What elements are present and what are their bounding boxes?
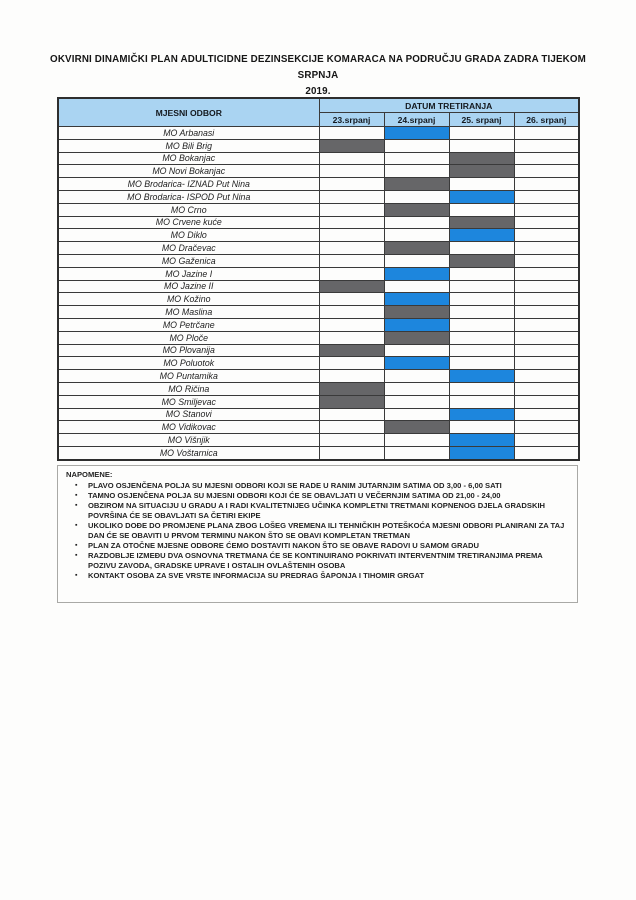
table-row [58, 280, 579, 293]
document-title-line1: OKVIRNI DINAMIČKI PLAN ADULTICIDNE DEZINSEKCIJE KOMARACA NA PODRUČJU GRADA ZADRA TIJEKOM SRPNJA [50, 54, 586, 81]
treatment-cell-empty [449, 318, 514, 331]
treatment-cell-empty [384, 165, 449, 178]
treatment-cell-empty [514, 344, 579, 357]
treatment-cell-empty [449, 127, 514, 140]
treatment-cell-empty [514, 152, 579, 165]
treatment-cell-blue [449, 446, 514, 459]
treatment-cell-dark [384, 178, 449, 191]
table-row [58, 165, 579, 178]
treatment-cell-empty [319, 408, 384, 421]
column-header-datum-tretiranja: DATUM TRETIRANJA [319, 98, 579, 113]
treatment-cell-empty [319, 421, 384, 434]
treatment-cell-dark [319, 280, 384, 293]
treatment-cell-empty [319, 229, 384, 242]
district-name: MO Puntamika [58, 370, 319, 383]
treatment-cell-blue [449, 190, 514, 203]
treatment-cell-empty [319, 216, 384, 229]
table-row [58, 344, 579, 357]
treatment-cell-empty [514, 395, 579, 408]
treatment-cell-empty [449, 267, 514, 280]
notes-section [57, 465, 578, 603]
table-row [58, 370, 579, 383]
treatment-cell-empty [449, 139, 514, 152]
district-name: MO Poluotok [58, 357, 319, 370]
table-row [58, 421, 579, 434]
treatment-cell-dark [384, 421, 449, 434]
treatment-cell-empty [514, 203, 579, 216]
district-name: MO Brodarica- IZNAD Put Nina [58, 178, 319, 191]
date-column-header-23: 23.srpanj [319, 113, 384, 127]
treatment-cell-empty [449, 242, 514, 255]
treatment-cell-empty [319, 318, 384, 331]
district-name: MO Crno [58, 203, 319, 216]
note-item: ▪ UKOLIKO DOĐE DO PROMJENE PLANA ZBOG LOŠEG VREMENA ILI TEHNIČKIH POTEŠKOĆA MJESNI ODBORI PLANIRANI ZA TAJ DAN ĆE SE OBAVITI U PRVOM TERMINU NAKON ŠTO SE OBAVI KOMPLETAN TRETMAN [88, 521, 569, 540]
table-row [58, 229, 579, 242]
district-name: MO Bili Brig [58, 139, 319, 152]
treatment-cell-empty [319, 446, 384, 459]
note-item: ▪ KONTAKT OSOBA ZA SVE VRSTE INFORMACIJA SU PREDRAG ŠAPONJA I TIHOMIR GRGAT [88, 571, 569, 581]
treatment-cell-blue [384, 127, 449, 140]
table-row [58, 127, 579, 140]
treatment-cell-empty [449, 382, 514, 395]
district-name: MO Gaženica [58, 254, 319, 267]
treatment-cell-empty [384, 280, 449, 293]
treatment-cell-empty [319, 203, 384, 216]
district-name: MO Stanovi [58, 408, 319, 421]
treatment-cell-empty [384, 190, 449, 203]
treatment-cell-empty [449, 178, 514, 191]
district-name: MO Jazine I [58, 267, 319, 280]
treatment-cell-blue [384, 318, 449, 331]
treatment-cell-empty [319, 434, 384, 447]
treatment-cell-empty [319, 190, 384, 203]
document-title [40, 52, 596, 100]
treatment-cell-empty [319, 165, 384, 178]
note-item: ▪ PLAVO OSJENČENA POLJA SU MJESNI ODBORI KOJI SE RADE U RANIM JUTARNJIM SATIMA OD 3,00 - 6,00 SATI [88, 481, 569, 491]
note-item: ▪ TAMNO OSJENČENA POLJA SU MJESNI ODBORI KOJI ĆE SE OBAVLJATI U VEČERNJIM SATIMA OD 21,00 - 24,00 [88, 491, 569, 501]
note-item: ▪ OBZIROM NA SITUACIJU U GRADU A I RADI KVALITETNIJEG UČINKA KOMPLETNI TRETMANI KOPNENOG DJELA GRADSKIH POVRŠINA ĆE SE OBAVLJATI SA ČETIRI EKIPE [88, 501, 569, 520]
treatment-cell-empty [384, 382, 449, 395]
treatment-cell-empty [384, 370, 449, 383]
treatment-cell-empty [449, 280, 514, 293]
column-header-mjesni-odbor: MJESNI ODBOR [58, 98, 319, 127]
notes-list [66, 481, 569, 581]
district-name: MO Dračevac [58, 242, 319, 255]
treatment-cell-empty [384, 446, 449, 459]
table-row [58, 293, 579, 306]
treatment-cell-empty [514, 357, 579, 370]
district-name: MO Smiljevac [58, 395, 319, 408]
treatment-cell-empty [514, 434, 579, 447]
table-row [58, 139, 579, 152]
treatment-cell-empty [514, 306, 579, 319]
treatment-cell-empty [384, 434, 449, 447]
treatment-cell-empty [514, 139, 579, 152]
table-row [58, 446, 579, 459]
treatment-cell-empty [514, 370, 579, 383]
date-column-header-26: 26. srpanj [514, 113, 579, 127]
treatment-cell-empty [514, 178, 579, 191]
treatment-cell-empty [319, 370, 384, 383]
district-name: MO Bokanjac [58, 152, 319, 165]
treatment-cell-empty [384, 408, 449, 421]
treatment-cell-empty [319, 254, 384, 267]
treatment-cell-empty [449, 203, 514, 216]
treatment-cell-empty [514, 446, 579, 459]
treatment-schedule [57, 97, 578, 461]
treatment-schedule-table [57, 97, 580, 461]
district-name: MO Višnjik [58, 434, 319, 447]
treatment-cell-dark [319, 382, 384, 395]
treatment-cell-empty [514, 229, 579, 242]
treatment-cell-empty [514, 165, 579, 178]
treatment-cell-empty [514, 382, 579, 395]
table-row [58, 242, 579, 255]
date-column-header-25: 25. srpanj [449, 113, 514, 127]
treatment-cell-empty [514, 216, 579, 229]
treatment-cell-empty [449, 421, 514, 434]
treatment-cell-empty [514, 318, 579, 331]
treatment-cell-dark [449, 254, 514, 267]
treatment-cell-empty [319, 306, 384, 319]
district-name: MO Vidikovac [58, 421, 319, 434]
district-name: MO Arbanasi [58, 127, 319, 140]
table-row [58, 267, 579, 280]
treatment-cell-empty [384, 395, 449, 408]
treatment-cell-dark [319, 395, 384, 408]
treatment-cell-dark [449, 165, 514, 178]
treatment-cell-empty [384, 216, 449, 229]
table-row [58, 152, 579, 165]
treatment-cell-empty [319, 293, 384, 306]
treatment-cell-empty [449, 306, 514, 319]
treatment-cell-dark [319, 139, 384, 152]
treatment-cell-empty [384, 344, 449, 357]
treatment-table-body [58, 127, 579, 460]
treatment-cell-empty [449, 357, 514, 370]
treatment-cell-empty [319, 127, 384, 140]
treatment-cell-empty [514, 408, 579, 421]
treatment-cell-empty [384, 229, 449, 242]
table-row [58, 408, 579, 421]
treatment-cell-empty [319, 178, 384, 191]
district-name: MO Diklo [58, 229, 319, 242]
table-row [58, 318, 579, 331]
district-name: MO Ploče [58, 331, 319, 344]
district-name: MO Brodarica- ISPOD Put Nina [58, 190, 319, 203]
treatment-cell-empty [449, 395, 514, 408]
date-column-header-24: 24.srpanj [384, 113, 449, 127]
treatment-cell-blue [384, 357, 449, 370]
district-name: MO Novi Bokanjac [58, 165, 319, 178]
treatment-cell-empty [514, 280, 579, 293]
district-name: MO Maslina [58, 306, 319, 319]
treatment-cell-dark [384, 331, 449, 344]
treatment-cell-empty [449, 293, 514, 306]
treatment-cell-dark [449, 152, 514, 165]
treatment-cell-empty [514, 421, 579, 434]
treatment-cell-empty [319, 267, 384, 280]
table-header [58, 98, 579, 127]
treatment-cell-empty [514, 331, 579, 344]
treatment-cell-empty [514, 254, 579, 267]
district-name: MO Crvene kuće [58, 216, 319, 229]
table-row [58, 382, 579, 395]
treatment-cell-blue [449, 434, 514, 447]
district-name: MO Kožino [58, 293, 319, 306]
treatment-cell-dark [449, 216, 514, 229]
table-row [58, 216, 579, 229]
treatment-cell-empty [514, 267, 579, 280]
treatment-cell-empty [384, 152, 449, 165]
treatment-cell-dark [384, 242, 449, 255]
treatment-cell-empty [449, 344, 514, 357]
district-name: MO Petrčane [58, 318, 319, 331]
table-row [58, 306, 579, 319]
treatment-cell-empty [319, 357, 384, 370]
treatment-cell-empty [514, 127, 579, 140]
treatment-cell-empty [514, 242, 579, 255]
note-item: ▪ RAZDOBLJE IZMEĐU DVA OSNOVNA TRETMANA ĆE SE KONTINUIRANO POKRIVATI INTERVENTNIM TRETIRANJIMA PREMA POZIVU ZAVODA, GRADSKE UPRAVE I OSTALIH OVLAŠTENIH OSOBA [88, 551, 569, 570]
treatment-cell-empty [319, 152, 384, 165]
notes-heading: NAPOMENE: [66, 470, 113, 479]
treatment-cell-blue [449, 370, 514, 383]
treatment-cell-blue [449, 408, 514, 421]
treatment-cell-empty [449, 331, 514, 344]
table-row [58, 395, 579, 408]
district-name: MO Plovanija [58, 344, 319, 357]
treatment-cell-empty [514, 190, 579, 203]
district-name: MO Jazine II [58, 280, 319, 293]
table-row [58, 178, 579, 191]
treatment-cell-dark [319, 344, 384, 357]
treatment-cell-blue [384, 293, 449, 306]
treatment-cell-dark [384, 306, 449, 319]
document-title-line2: 2019. [305, 86, 331, 97]
table-row [58, 357, 579, 370]
treatment-cell-empty [319, 331, 384, 344]
treatment-cell-dark [384, 203, 449, 216]
treatment-cell-empty [514, 293, 579, 306]
table-row [58, 203, 579, 216]
treatment-cell-blue [449, 229, 514, 242]
table-row [58, 190, 579, 203]
treatment-cell-empty [384, 139, 449, 152]
treatment-cell-empty [319, 242, 384, 255]
table-row [58, 434, 579, 447]
table-row [58, 254, 579, 267]
district-name: MO Voštarnica [58, 446, 319, 459]
treatment-cell-empty [384, 254, 449, 267]
district-name: MO Ričina [58, 382, 319, 395]
treatment-cell-blue [384, 267, 449, 280]
table-row [58, 331, 579, 344]
note-item: ▪ PLAN ZA OTOČNE MJESNE ODBORE ĆEMO DOSTAVITI NAKON ŠTO SE OBAVE RADOVI U SAMOM GRADU [88, 541, 569, 551]
